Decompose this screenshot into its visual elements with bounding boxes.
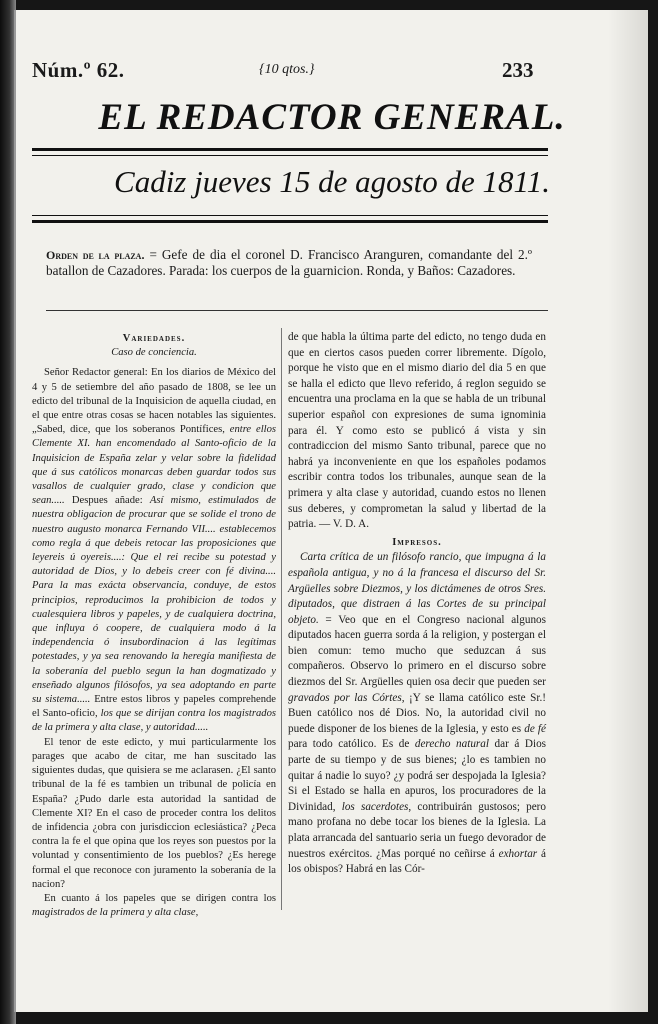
paragraph-italic: entre ellos Clemente XI. han encomendado al Santo-oficio de la Inquisicion de España zelar y velar sobre la fidelidad que á sus católicos monarcas deben guardar todos sus vasallos de cualquier grado, clase y condicion que sean..... <box>32 424 277 507</box>
paragraph-text: Señor Redactor general: En los diarios de México del 4 y 5 de setiembre del año pasado de 1808, se lee un edicto del tribunal de la Inquisicion de aquella ciudad, en el que entre otras cosas se hacen notables las siguientes. „Sabed, dice, que los soberanos Pontífices, <box>32 367 276 436</box>
paragraph <box>32 366 276 735</box>
section-subtitle: Caso de conciencia. <box>111 347 197 359</box>
paragraph-italic: los sacerdotes <box>341 800 409 813</box>
orden-text: = Gefe de dia el coronel D. Francisco Aranguren, comandante del 2.º batallon de Cazadores. Parada: los cuerpos de la guarnicion. Ronda, y Baños: Cazadores. <box>46 247 533 278</box>
bottom-rule-thin <box>32 215 548 216</box>
section-title: Variedades. <box>122 333 186 344</box>
paragraph-italic: los que se dirijan contra los magistrados de la primera y alta clase, y autoridad..... <box>32 708 276 734</box>
dateline: Cadiz jueves 15 de agosto de 1811. <box>114 164 550 199</box>
paragraph-text: á los obispos? Habrá en las Cór- <box>288 847 546 876</box>
impresos-title: Impresos. <box>392 536 442 548</box>
orden-de-la-plaza <box>46 247 532 279</box>
newspaper-page <box>14 10 648 1012</box>
bottom-rule-thick <box>32 220 548 223</box>
paragraph-text: , contribuirán gustosos; pero mano profana no debe tocar los bienes de la Iglesia. La plata arrancada del santuario seria un fuego devorador de nuestros exércitos. ¿Mas porqué no ceñirse á <box>288 800 546 860</box>
paragraph-italic: derecho natural <box>414 738 489 751</box>
issue-price: {10 qtos.} <box>259 62 315 77</box>
paragraph-text: ¡Y se llama católico este Sr.! Buen católico nos dé Dios. No, la autoridad civil no puede disponer de los bienes de la Iglesia, y esto es <box>288 691 546 735</box>
section-rule <box>46 310 548 311</box>
paragraph-text: para todo católico. Es de <box>288 738 415 751</box>
paragraph-italic: de fé <box>524 722 546 735</box>
top-rule-thin <box>32 155 548 156</box>
page-shadow <box>608 10 648 1012</box>
paragraph-text: = Veo que en el Congreso nacional algunos diputados hacen guerra sorda á la religion, y postergan el bien comun: temo mucho que seduzcan á sus compañeros. Observo lo primero en el discurso sobre diezmos del Sr. Argüelles quien osa decir que pueden ser <box>288 613 546 689</box>
paragraph-italic: exhortar <box>498 847 538 860</box>
paragraph-italic: Así mismo, estimulados de nuestra obligacion de procurar que se solide el trono de nuestro augusto monarca Fernando VII.... establecemos como regla á que debeis retocar las proposiciones que leyereis ú oyereis....: Que el rei recibe su potestad y autoridad de Dios, y lo debeis creer con fé divina.... Para la mas exácta observancia, conduye, de estos principios, reproducimos la prohibicion de todos y cualesquiera libros y papeles, y de cualquiera doctrina, que influya ó coopere, de cualquiera modo á la independencia ó insubordinacion á las legítimas potestades, y ya sea renovando la heregía manifiesta de la soberanía del pueblo segun la han dogmatizado y enseñado algunos filósofos, ya sea adoptando en parte su sistema..... <box>32 495 276 706</box>
paragraph-text: dar á Dios parte de su tiempo y de sus bienes; ¿lo es tambien no quitar á nadie lo suyo? ¿y podrá ser despojada la Iglesia? Si el Estado se halla en apuros, los procuradores de la Divinidad, <box>288 738 547 813</box>
paragraph-text: Despues añade: <box>64 495 150 507</box>
paragraph <box>32 892 276 920</box>
issue-number: Núm.º 62. <box>32 58 125 82</box>
orden-title: Orden de la plaza. <box>46 248 145 262</box>
left-column <box>32 332 276 920</box>
masthead-title: EL REDACTOR GENERAL. <box>98 97 566 138</box>
paragraph <box>32 736 276 892</box>
paragraph: de que habla la última parte del edicto, no tengo duda en que en ciertos casos pueden correr libremente. Dígolo, porque he visto que en el mismo diario del dia 5 en que se halla el edicto que llevo referido, á reglon seguido se encuentra una proclama en la que se habla de un tribunal superior español con expresiones de suma ignominia para él. Y como esto se publicó á vista y sin contradiccion del mismo Santo tribunal, parece que no habrá ya inconveniente en que los españoles podamos escribir contra todos los tribunales, aunque sean de la primera y alta clase y autoridad, cuando estos no llenen sus deberes, y comprometan la salud y libertad de la patria. — V. D. A. <box>288 331 546 531</box>
paragraph-text: En cuanto á los papeles que se dirigen contra los <box>44 892 276 904</box>
paragraph <box>288 550 546 877</box>
paragraph-italic: magistrados de la primera y alta clase, <box>32 907 199 919</box>
impresos-heading: Carta crítica de un filósofo rancio, que impugna á la española antigua, y no á la francesa el discurso del Sr. Argüelles sobre Diezmos, y los dictámenes de otros Sres. diputados, que distraen á las Cortes de su principal objeto. <box>288 551 546 626</box>
page-number: 233 <box>502 58 534 82</box>
top-rule-thick <box>32 148 548 151</box>
paragraph-text: Entre estos libros y papeles comprehende el Santo-oficio, <box>32 694 276 720</box>
paragraph-text: El tenor de este edicto, y mui particularmente los parages que acabo de citar, me han suscitado las siguientes dudas, que quisiera se me aclarasen. ¿El santo tribunal de la fé es tambien un tribunal de policía en España? ¿Pudo darle esta autoridad la santidad de Clemente XI? En el caso de proceder contra los delitos de infidencia ¿obra con jurisdiccion eclesiástica? ¿Peca contra la fe el que opina que los reyes son puestos por la voluntad y consentimiento de los pueblos? ¿Es herege formal el que reconoce con juramento la soberanía de la nacion? <box>32 736 276 890</box>
column-separator <box>281 328 282 910</box>
paragraph-italic: gravados por las Córtes, <box>288 691 405 704</box>
right-column <box>288 330 546 878</box>
